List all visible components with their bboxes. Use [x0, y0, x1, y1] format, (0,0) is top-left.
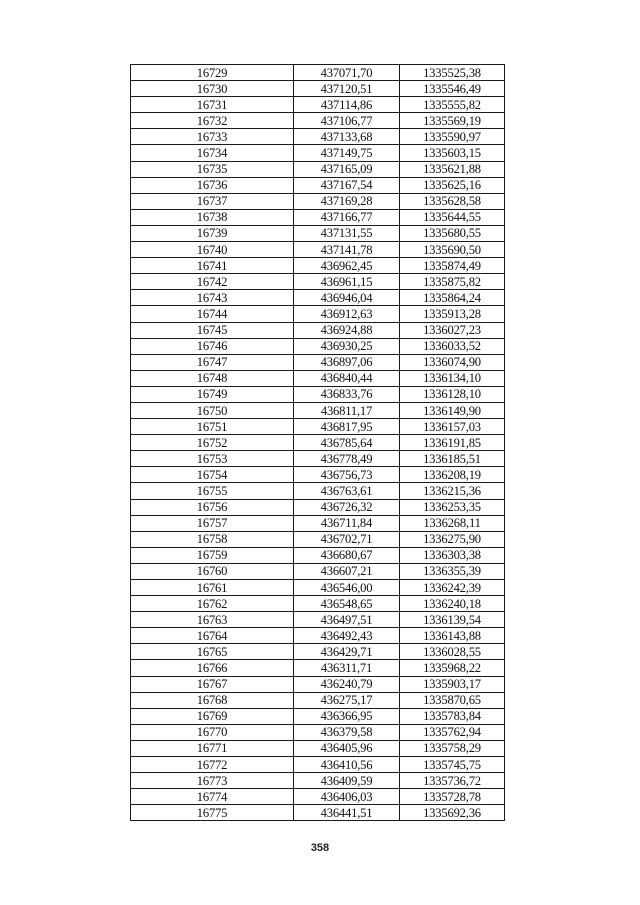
table-row: [131, 483, 505, 499]
table-row: [131, 660, 505, 676]
x-coordinate-cell: 437106,77: [294, 113, 400, 129]
x-coordinate-cell: 436406,03: [294, 789, 400, 805]
table-row: [131, 676, 505, 692]
y-coordinate-cell: 1336028,55: [400, 644, 505, 660]
table-row: [131, 773, 505, 789]
point-number-cell: 16729: [131, 65, 294, 81]
point-number-cell: 16747: [131, 354, 294, 370]
x-coordinate-cell: 436711,84: [294, 515, 400, 531]
y-coordinate-cell: 1336242,39: [400, 580, 505, 596]
y-coordinate-cell: 1336027,23: [400, 322, 505, 338]
x-coordinate-cell: 436240,79: [294, 676, 400, 692]
table-row: [131, 129, 505, 145]
y-coordinate-cell: 1335736,72: [400, 773, 505, 789]
y-coordinate-cell: 1335875,82: [400, 274, 505, 290]
table-row: [131, 708, 505, 724]
y-coordinate-cell: 1336149,90: [400, 402, 505, 418]
x-coordinate-cell: 436546,00: [294, 580, 400, 596]
table-row: [131, 435, 505, 451]
point-number-cell: 16730: [131, 81, 294, 97]
x-coordinate-cell: 437114,86: [294, 97, 400, 113]
point-number-cell: 16772: [131, 757, 294, 773]
table-row: [131, 515, 505, 531]
coordinates-table: [130, 64, 505, 821]
table-row: [131, 596, 505, 612]
x-coordinate-cell: 436497,51: [294, 612, 400, 628]
x-coordinate-cell: 436930,25: [294, 338, 400, 354]
table-row: [131, 692, 505, 708]
table-row: [131, 274, 505, 290]
table-row: [131, 306, 505, 322]
y-coordinate-cell: 1335745,75: [400, 757, 505, 773]
y-coordinate-cell: 1336157,03: [400, 419, 505, 435]
x-coordinate-cell: 436912,63: [294, 306, 400, 322]
point-number-cell: 16761: [131, 580, 294, 596]
point-number-cell: 16759: [131, 547, 294, 563]
point-number-cell: 16742: [131, 274, 294, 290]
x-coordinate-cell: 436785,64: [294, 435, 400, 451]
y-coordinate-cell: 1335644,55: [400, 209, 505, 225]
table-row: [131, 467, 505, 483]
y-coordinate-cell: 1335864,24: [400, 290, 505, 306]
table-row: [131, 161, 505, 177]
table-row: [131, 724, 505, 740]
y-coordinate-cell: 1335870,65: [400, 692, 505, 708]
point-number-cell: 16736: [131, 177, 294, 193]
x-coordinate-cell: 436961,15: [294, 274, 400, 290]
x-coordinate-cell: 437165,09: [294, 161, 400, 177]
point-number-cell: 16748: [131, 370, 294, 386]
y-coordinate-cell: 1336185,51: [400, 451, 505, 467]
point-number-cell: 16735: [131, 161, 294, 177]
x-coordinate-cell: 436811,17: [294, 402, 400, 418]
table-row: [131, 499, 505, 515]
x-coordinate-cell: 436840,44: [294, 370, 400, 386]
page-number: 358: [310, 842, 330, 854]
x-coordinate-cell: 436409,59: [294, 773, 400, 789]
x-coordinate-cell: 436817,95: [294, 419, 400, 435]
table-row: [131, 612, 505, 628]
table-row: [131, 65, 505, 81]
table-row: [131, 531, 505, 547]
y-coordinate-cell: 1335628,58: [400, 193, 505, 209]
y-coordinate-cell: 1335621,88: [400, 161, 505, 177]
x-coordinate-cell: 437149,75: [294, 145, 400, 161]
y-coordinate-cell: 1335783,84: [400, 708, 505, 724]
table-row: [131, 386, 505, 402]
point-number-cell: 16757: [131, 515, 294, 531]
x-coordinate-cell: 436366,95: [294, 708, 400, 724]
x-coordinate-cell: 437133,68: [294, 129, 400, 145]
y-coordinate-cell: 1336134,10: [400, 370, 505, 386]
x-coordinate-cell: 436311,71: [294, 660, 400, 676]
point-number-cell: 16746: [131, 338, 294, 354]
y-coordinate-cell: 1335680,55: [400, 225, 505, 241]
table-row: [131, 258, 505, 274]
table-row: [131, 402, 505, 418]
table-row: [131, 563, 505, 579]
table-row: [131, 740, 505, 756]
point-number-cell: 16733: [131, 129, 294, 145]
y-coordinate-cell: 1335903,17: [400, 676, 505, 692]
x-coordinate-cell: 436410,56: [294, 757, 400, 773]
table-row: [131, 644, 505, 660]
y-coordinate-cell: 1336303,38: [400, 547, 505, 563]
y-coordinate-cell: 1335525,38: [400, 65, 505, 81]
table-row: [131, 628, 505, 644]
y-coordinate-cell: 1336208,19: [400, 467, 505, 483]
point-number-cell: 16765: [131, 644, 294, 660]
point-number-cell: 16768: [131, 692, 294, 708]
y-coordinate-cell: 1335874,49: [400, 258, 505, 274]
point-number-cell: 16753: [131, 451, 294, 467]
point-number-cell: 16769: [131, 708, 294, 724]
y-coordinate-cell: 1335590,97: [400, 129, 505, 145]
y-coordinate-cell: 1336191,85: [400, 435, 505, 451]
x-coordinate-cell: 436833,76: [294, 386, 400, 402]
x-coordinate-cell: 436924,88: [294, 322, 400, 338]
x-coordinate-cell: 436429,71: [294, 644, 400, 660]
y-coordinate-cell: 1336139,54: [400, 612, 505, 628]
table-row: [131, 419, 505, 435]
table-row: [131, 81, 505, 97]
x-coordinate-cell: 436379,58: [294, 724, 400, 740]
table-row: [131, 338, 505, 354]
y-coordinate-cell: 1335728,78: [400, 789, 505, 805]
table-row: [131, 805, 505, 821]
y-coordinate-cell: 1335692,36: [400, 805, 505, 821]
x-coordinate-cell: 436607,21: [294, 563, 400, 579]
point-number-cell: 16741: [131, 258, 294, 274]
y-coordinate-cell: 1336268,11: [400, 515, 505, 531]
point-number-cell: 16774: [131, 789, 294, 805]
y-coordinate-cell: 1336143,88: [400, 628, 505, 644]
point-number-cell: 16766: [131, 660, 294, 676]
table-row: [131, 580, 505, 596]
table-row: [131, 97, 505, 113]
point-number-cell: 16739: [131, 225, 294, 241]
table-row: [131, 242, 505, 258]
y-coordinate-cell: 1335603,15: [400, 145, 505, 161]
table-row: [131, 547, 505, 563]
table-row: [131, 757, 505, 773]
x-coordinate-cell: 437166,77: [294, 209, 400, 225]
point-number-cell: 16743: [131, 290, 294, 306]
point-number-cell: 16767: [131, 676, 294, 692]
point-number-cell: 16745: [131, 322, 294, 338]
point-number-cell: 16744: [131, 306, 294, 322]
point-number-cell: 16762: [131, 596, 294, 612]
point-number-cell: 16764: [131, 628, 294, 644]
y-coordinate-cell: 1336128,10: [400, 386, 505, 402]
point-number-cell: 16758: [131, 531, 294, 547]
point-number-cell: 16755: [131, 483, 294, 499]
table-row: [131, 322, 505, 338]
y-coordinate-cell: 1335762,94: [400, 724, 505, 740]
y-coordinate-cell: 1335555,82: [400, 97, 505, 113]
point-number-cell: 16740: [131, 242, 294, 258]
point-number-cell: 16750: [131, 402, 294, 418]
point-number-cell: 16749: [131, 386, 294, 402]
point-number-cell: 16732: [131, 113, 294, 129]
table-row: [131, 209, 505, 225]
y-coordinate-cell: 1336275,90: [400, 531, 505, 547]
table-row: [131, 113, 505, 129]
x-coordinate-cell: 437120,51: [294, 81, 400, 97]
x-coordinate-cell: 437141,78: [294, 242, 400, 258]
y-coordinate-cell: 1336355,39: [400, 563, 505, 579]
point-number-cell: 16771: [131, 740, 294, 756]
point-number-cell: 16756: [131, 499, 294, 515]
coordinates-table-body: [131, 65, 505, 821]
y-coordinate-cell: 1335569,19: [400, 113, 505, 129]
x-coordinate-cell: 436680,67: [294, 547, 400, 563]
point-number-cell: 16775: [131, 805, 294, 821]
x-coordinate-cell: 437131,55: [294, 225, 400, 241]
x-coordinate-cell: 436405,96: [294, 740, 400, 756]
x-coordinate-cell: 436756,73: [294, 467, 400, 483]
x-coordinate-cell: 436763,61: [294, 483, 400, 499]
x-coordinate-cell: 436962,45: [294, 258, 400, 274]
table-row: [131, 193, 505, 209]
table-row: [131, 789, 505, 805]
point-number-cell: 16770: [131, 724, 294, 740]
point-number-cell: 16751: [131, 419, 294, 435]
x-coordinate-cell: 436897,06: [294, 354, 400, 370]
y-coordinate-cell: 1335913,28: [400, 306, 505, 322]
point-number-cell: 16737: [131, 193, 294, 209]
y-coordinate-cell: 1336240,18: [400, 596, 505, 612]
x-coordinate-cell: 436492,43: [294, 628, 400, 644]
table-row: [131, 451, 505, 467]
point-number-cell: 16754: [131, 467, 294, 483]
x-coordinate-cell: 436275,17: [294, 692, 400, 708]
x-coordinate-cell: 436778,49: [294, 451, 400, 467]
y-coordinate-cell: 1335546,49: [400, 81, 505, 97]
y-coordinate-cell: 1336253,35: [400, 499, 505, 515]
point-number-cell: 16752: [131, 435, 294, 451]
y-coordinate-cell: 1336074,90: [400, 354, 505, 370]
y-coordinate-cell: 1336033,52: [400, 338, 505, 354]
table-row: [131, 290, 505, 306]
y-coordinate-cell: 1335625,16: [400, 177, 505, 193]
point-number-cell: 16760: [131, 563, 294, 579]
x-coordinate-cell: 436726,32: [294, 499, 400, 515]
point-number-cell: 16773: [131, 773, 294, 789]
x-coordinate-cell: 437167,54: [294, 177, 400, 193]
table-row: [131, 177, 505, 193]
x-coordinate-cell: 436441,51: [294, 805, 400, 821]
point-number-cell: 16734: [131, 145, 294, 161]
table-row: [131, 145, 505, 161]
x-coordinate-cell: 437169,28: [294, 193, 400, 209]
x-coordinate-cell: 436548,65: [294, 596, 400, 612]
y-coordinate-cell: 1336215,36: [400, 483, 505, 499]
point-number-cell: 16731: [131, 97, 294, 113]
table-row: [131, 354, 505, 370]
point-number-cell: 16738: [131, 209, 294, 225]
point-number-cell: 16763: [131, 612, 294, 628]
y-coordinate-cell: 1335968,22: [400, 660, 505, 676]
table-row: [131, 370, 505, 386]
x-coordinate-cell: 436702,71: [294, 531, 400, 547]
x-coordinate-cell: 437071,70: [294, 65, 400, 81]
table-row: [131, 225, 505, 241]
y-coordinate-cell: 1335690,50: [400, 242, 505, 258]
x-coordinate-cell: 436946,04: [294, 290, 400, 306]
y-coordinate-cell: 1335758,29: [400, 740, 505, 756]
